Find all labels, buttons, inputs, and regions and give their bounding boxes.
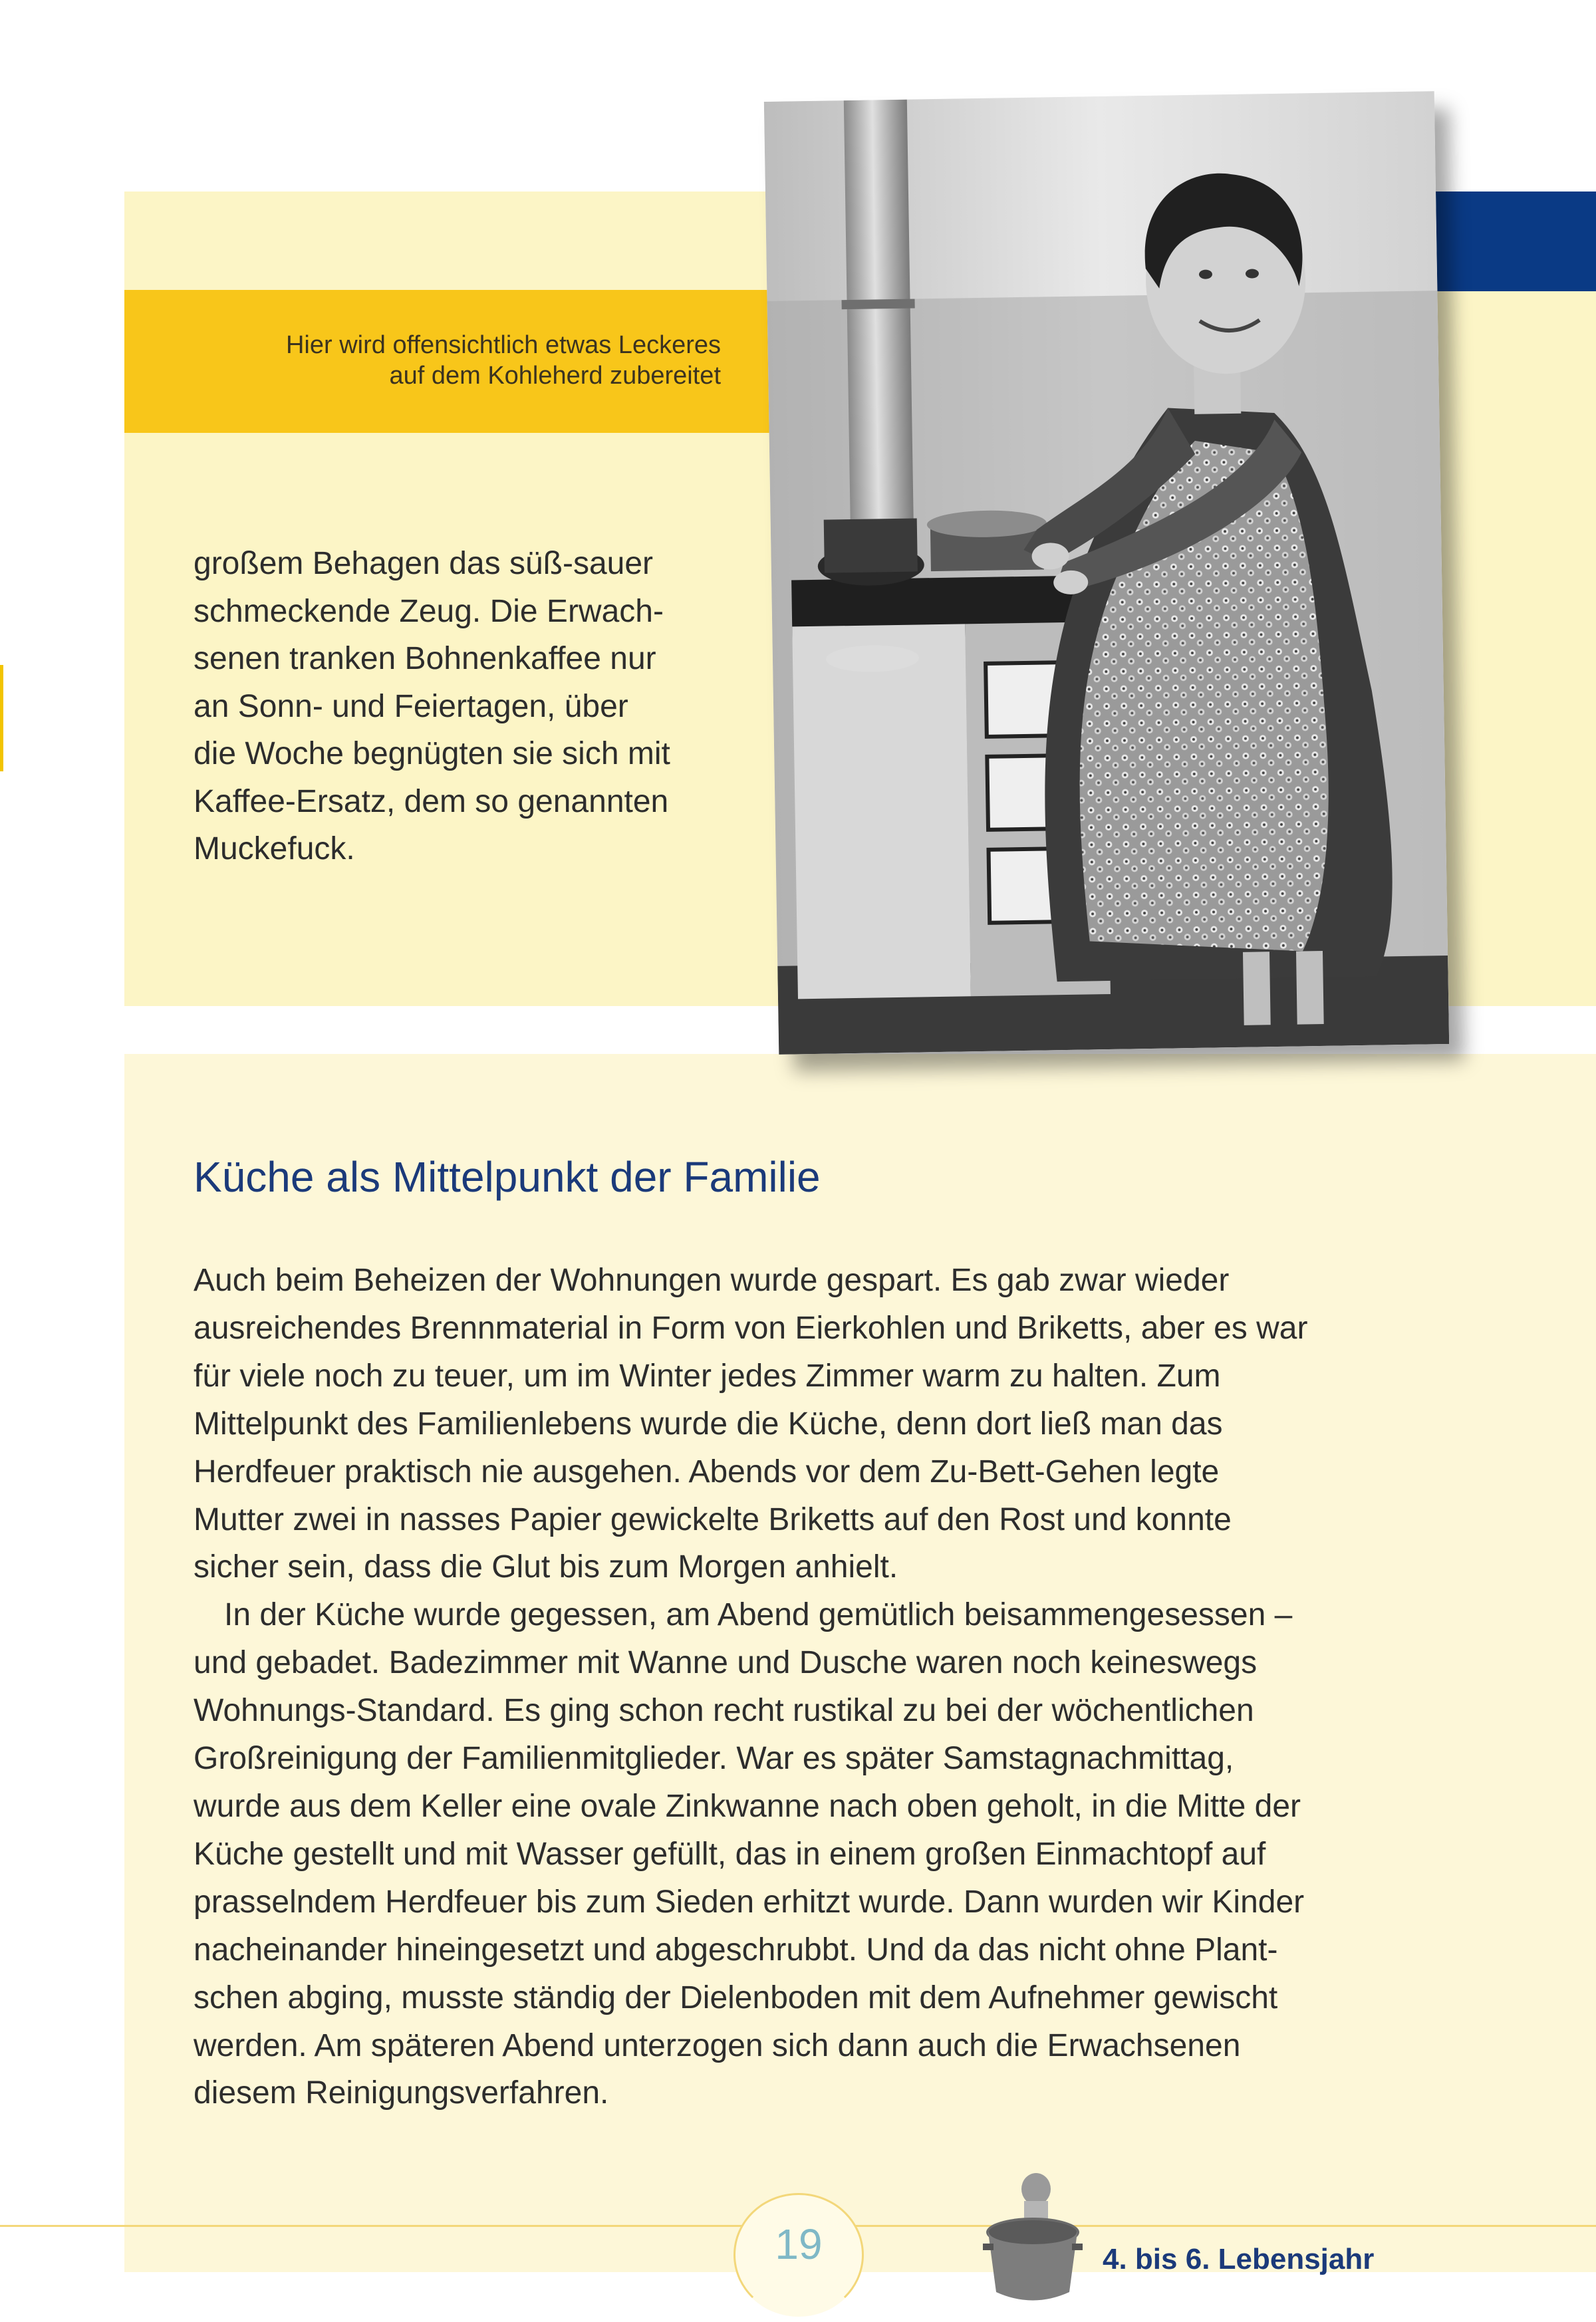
navy-accent-band: [1413, 192, 1596, 291]
body-paragraph: In der Küche wurde gegessen, am Abend gemütlich beisammengesessen – und gebadet. Badezimmer mit Wanne und Dusche waren noch keineswegs Wohnungs-Standard. Es ging schon recht rustikal zu bei der wöchentlichen Großreinigung der Familienmitglieder. War es später Samstagnachmittag, wurde aus dem Keller eine ovale Zinkwanne nach oben geholt, in die Mitte der Küche gestellt und mit Wasser gefüllt, das in einem großen Einmachtopf auf prasselndem Herdfeuer bis zum Sieden erhitzt wurde. Dann wurden wir Kinder nacheinander hineingesetzt und abgeschrubbt. Und da das nicht ohne Plant- schen abging, musste ständig der Dielenboden mit dem Aufnehmer gewischt werden. Am späteren Abend unterzogen sich dann auch die Erwachsenen diesem Reinigungsverfahren.: [194, 1597, 1305, 2111]
chapter-label: 4. bis 6. Lebensjahr: [1103, 2243, 1375, 2275]
kitchen-photo: [764, 91, 1449, 1055]
body-paragraph: Auch beim Beheizen der Wohnungen wurde gespart. Es gab zwar wieder ausreichendes Brennmaterial in Form von Eierkohlen und Briketts, aber es war für viele noch zu teuer, um im Winter jedes Zimmer warm zu halten. Zum Mittelpunkt des Familienlebens wurde die Küche, denn dort ließ man das Herdfeuer praktisch nie ausgehen. Abends vor dem Zu-Bett-Gehen legte Mutter zwei in nasses Papier gewickelte Briketts auf den Rost und konnte sicher sein, dass die Glut bis zum Morgen anhielt.: [194, 1263, 1308, 1585]
page-number: 19: [775, 2220, 823, 2268]
bathtub-child-icon: [983, 2169, 1083, 2309]
caption-bar: [124, 290, 777, 433]
intro-paragraph: großem Behagen das süß-sauer schmeckende Zeug. Die Erwach- senen tranken Bohnenkaffee nur an Sonn- und Feiertagen, über die Woche begnügten sie sich mit Kaffee-Ersatz, dem so genannten Muckefuck.: [194, 546, 670, 866]
section-body: [194, 1257, 1457, 2117]
section-heading: Küche als Mittelpunkt der Familie: [194, 1153, 821, 1201]
left-edge-marker: [0, 665, 3, 771]
photo-caption: Hier wird offensichtlich etwas Leckeres auf dem Kohleherd zubereitet: [285, 331, 721, 390]
